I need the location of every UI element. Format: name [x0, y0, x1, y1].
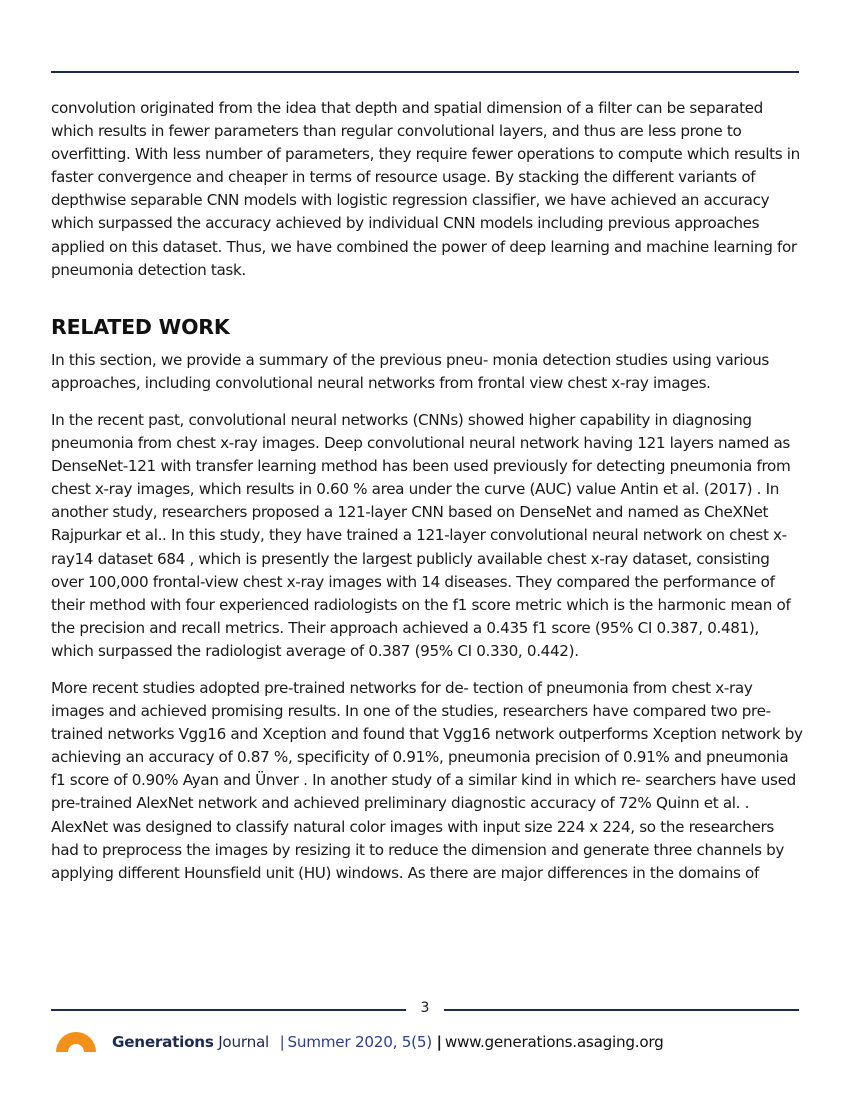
footer-rule-left	[51, 1009, 406, 1011]
intro-paragraph: convolution originated from the idea that depth and spatial dimension of a filter can be separated which results in fewer parameters than regular convolutional layers, and thus are less prone to overfitting. With less number of parameters, they require fewer operations to compute which results in faster convergence and cheaper in terms of resource usage. By stacking the different variants of depthwise separable CNN models with logistic regression classifier, we have achieved an accuracy which surpassed the accuracy achieved by individual CNN models including previous approaches applied on this dataset. Thus, we have combined the power of deep learning and machine learning for pneumonia detection task.	[51, 99, 800, 279]
header-rule	[51, 71, 799, 73]
related-work-paragraph-3: More recent studies adopted pre-trained networks for de- tection of pneumonia from chest x-ray images and achieved promising results. In one of the studies, researchers have compared two pre-trained networks Vgg16 and Xception and found that Vgg16 network outperforms Xception network by achieving an accuracy of 0.87 %, specificity of 0.91%, pneumonia precision of 0.91% and pneumonia f1 score of 0.90% Ayan and Ünver . In another study of a similar kind in which re- searchers have used pre-trained AlexNet network and achieved preliminary diagnostic accuracy of 72% Quinn et al. . AlexNet was designed to classify natural color images with input size 224 x 224, so the researchers had to preprocess the images by resizing it to reduce the dimension and generate three channels by applying different Hounsfield unit (HU) windows. As there are major differences in the domains of	[51, 678, 803, 882]
journal-word: Journal	[218, 1033, 269, 1051]
website-link[interactable]: www.generations.asaging.org	[444, 1033, 664, 1051]
related-work-paragraph-1: In this section, we provide a summary of the previous pneu- monia detection studies using various approaches, including convolutional neural networks from frontal view chest x-ray images.	[51, 350, 769, 392]
issue-separator: |	[279, 1033, 285, 1051]
page-number: 3	[420, 1000, 430, 1016]
footer-rule-right	[444, 1009, 799, 1011]
page-body	[51, 97, 803, 899]
half-circle-logo-icon	[55, 1028, 97, 1052]
related-work-paragraph-2: In the recent past, convolutional neural networks (CNNs) showed higher capability in diagnosing pneumonia from chest x-ray images. Deep convolutional neural network having 121 layers named as DenseNet-121 with transfer learning method has been used previously for detecting pneumonia from chest x-ray images, which results in 0.60 % area under the curve (AUC) value Antin et al. (2017) . In another study, researchers proposed a 121-layer CNN based on DenseNet and named as CheXNet Rajpurkar et al.. In this study, they have trained a 121-layer convolutional neural network on chest x-ray14 dataset 684 , which is presently the largest publicly available chest x-ray dataset, consisting over 100,000 frontal-view chest x-ray images with 14 diseases. They compared the performance of their method with four experienced radiologists on the f1 score metric which is the harmonic mean of the precision and recall metrics. Their approach achieved a 0.435 f1 score (95% CI 0.387, 0.481), which surpassed the radiologist average of 0.387 (95% CI 0.330, 0.442).	[51, 410, 791, 660]
issue-info: Summer 2020, 5(5)	[287, 1033, 432, 1051]
website-separator: |	[436, 1033, 442, 1051]
section-heading-related-work: RELATED WORK	[51, 314, 230, 339]
journal-name: Generations	[112, 1033, 214, 1051]
footer-journal-line	[112, 1031, 664, 1053]
